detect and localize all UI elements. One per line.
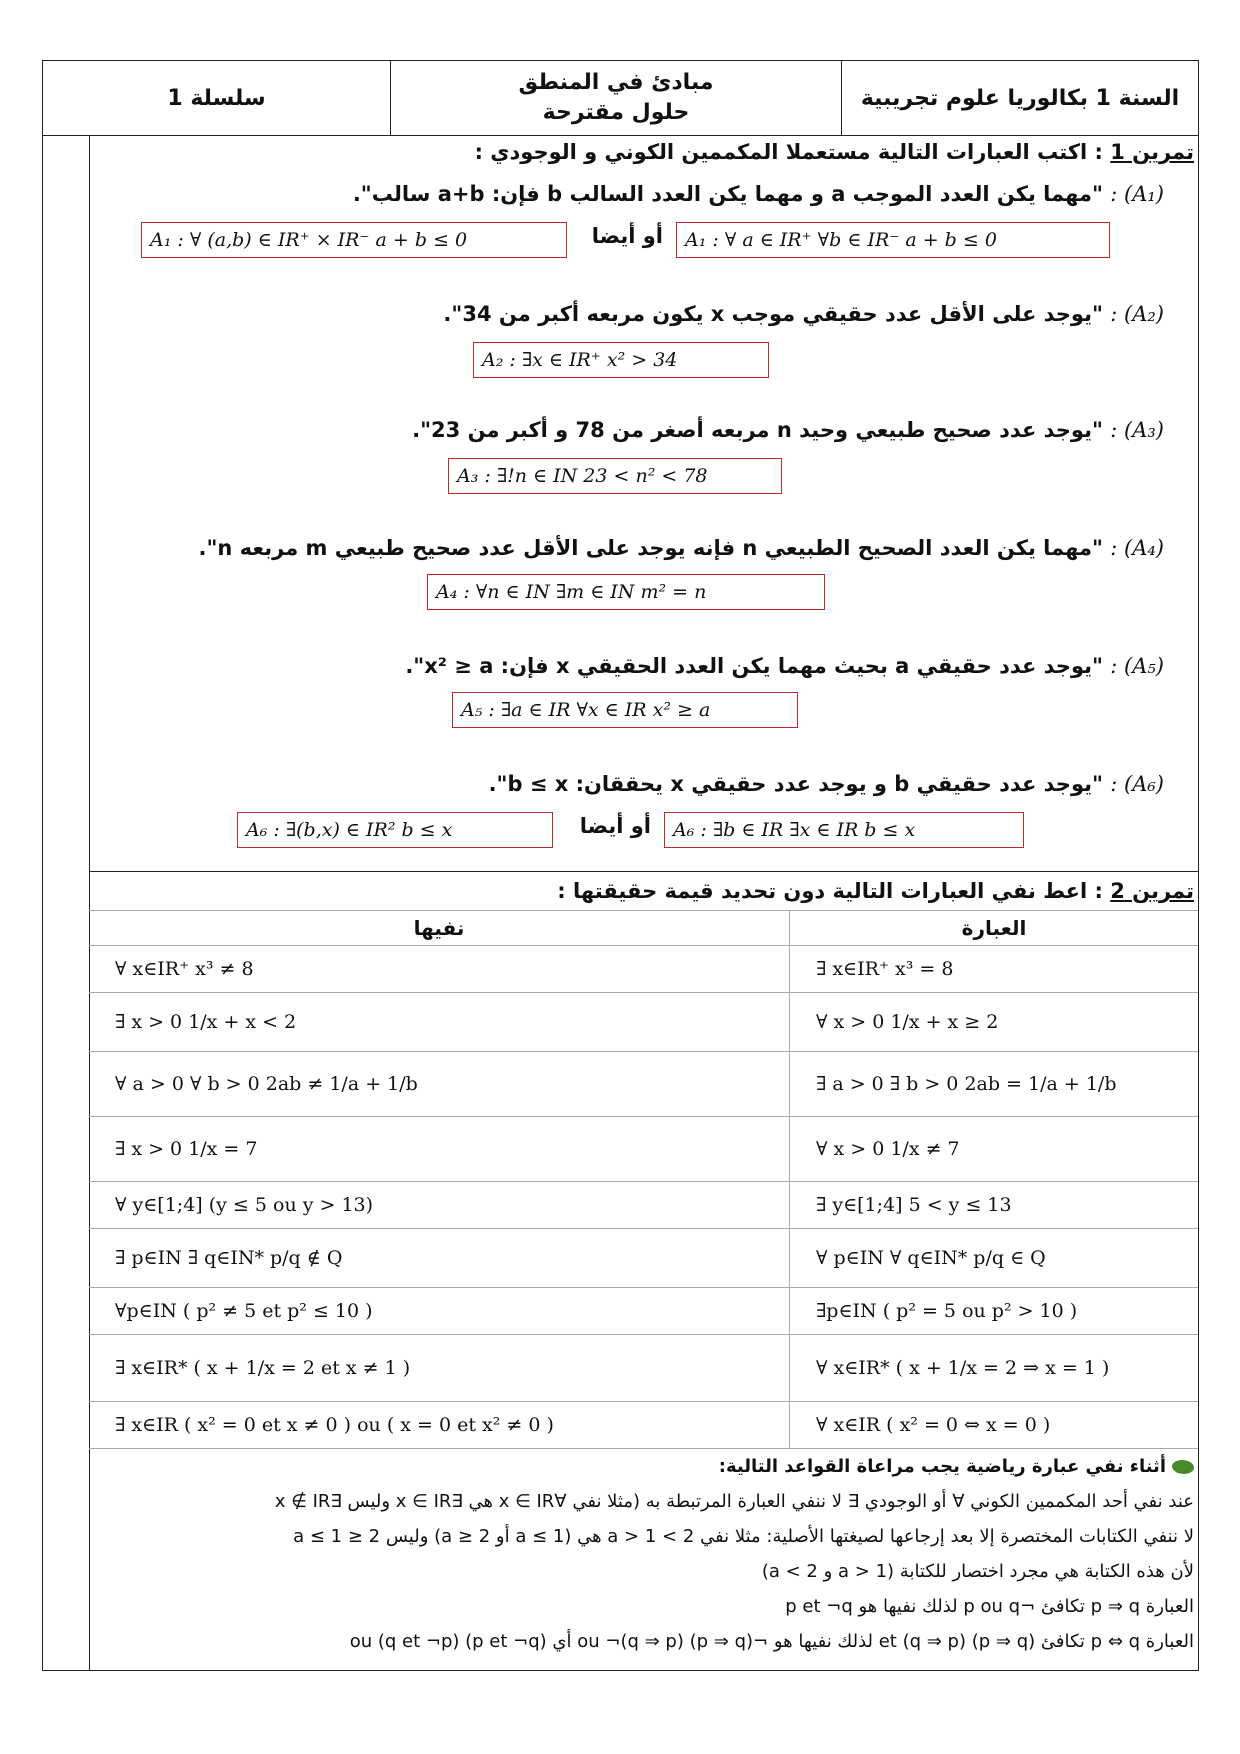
table-row (89, 1052, 1198, 1117)
answer-a6-alt: A₆ : ∃(b,x) ∈ IR² b ≤ x (237, 812, 553, 848)
note-line: لا ننفي الكتابات المختصرة إلا بعد إرجاعها لصيغتها الأصلية: مثلا نفي 2 > a > 1 هي (1 ≥ a أو a ≥ 2) وليس 2 ≤ a ≤ 1 (293, 1526, 1194, 1547)
leaf-icon (1172, 1460, 1194, 1474)
statement-cell: ∀ p∈IN ∀ q∈IN* p/q ∈ Q (790, 1229, 1199, 1288)
statement-a3: (A₃) : "يوجد عدد صحيح طبيعي وحيد n مربعه أصغر من 78 و أكبر من 23". (412, 418, 1164, 442)
or-label-a6: أو أيضا (579, 814, 651, 838)
subject-title (391, 61, 842, 135)
notes-heading: أثناء نفي عبارة رياضية يجب مراعاة القواعد التالية: (89, 1449, 1194, 1484)
answer-a5: A₅ : ∃a ∈ IR ∀x ∈ IR x² ≥ a (452, 692, 798, 728)
statement-cell: ∃ a > 0 ∃ b > 0 2ab = 1/a + 1/b (790, 1052, 1199, 1117)
negation-table (89, 910, 1198, 1448)
table-header (89, 911, 1198, 946)
negation-cell: ∃ x∈IR ( x² = 0 et x ≠ 0 ) ou ( x = 0 et x² ≠ 0 ) (89, 1402, 790, 1449)
negation-cell: ∃ x > 0 1/x + x < 2 (89, 993, 790, 1052)
negation-cell: ∀p∈IN ( p² ≠ 5 et p² ≤ 10 ) (89, 1288, 790, 1335)
exercise-2-title: تمرين 2 : اعط نفي العبارات التالية دون تحديد قيمة حقيقتها : (557, 879, 1194, 903)
answer-a3: A₃ : ∃!n ∈ IN 23 < n² < 78 (448, 458, 782, 494)
exercise-1 (89, 136, 1198, 872)
table-row (89, 1117, 1198, 1182)
note-line: لأن هذه الكتابة هي مجرد اختصار للكتابة (a > 1 و a < 2) (761, 1561, 1194, 1582)
answer-a1: A₁ : ∀ a ∈ IR⁺ ∀b ∈ IR⁻ a + b ≤ 0 (676, 222, 1110, 258)
negation-cell: ∃ x > 0 1/x = 7 (89, 1117, 790, 1182)
statement-cell: ∀ x > 0 1/x + x ≥ 2 (790, 993, 1199, 1052)
statement-cell: ∃p∈IN ( p² = 5 ou p² > 10 ) (790, 1288, 1199, 1335)
statement-a1: (A₁) : "مهما يكن العدد الموجب a و مهما يكن العدد السالب b فإن: a+b سالب". (352, 182, 1164, 206)
subject-line-2: حلول مقترحة (542, 100, 690, 125)
header-negation: نفيها (89, 911, 790, 946)
note-line: العبارة p ⇒ q تكافئ ¬p ou q لذلك نفيها هو p et ¬q (785, 1596, 1194, 1617)
answer-a6: A₆ : ∃b ∈ IR ∃x ∈ IR b ≤ x (664, 812, 1024, 848)
negation-cell: ∀ a > 0 ∀ b > 0 2ab ≠ 1/a + 1/b (89, 1052, 790, 1117)
table-row (89, 993, 1198, 1052)
statement-cell: ∀ x∈IR* ( x + 1/x = 2 ⇒ x = 1 ) (790, 1335, 1199, 1402)
table-row (89, 1335, 1198, 1402)
header-statement: العبارة (790, 911, 1199, 946)
statement-cell: ∀ x∈IR ( x² = 0 ⇔ x = 0 ) (790, 1402, 1199, 1449)
level-label: السنة 1 بكالوريا علوم تجريبية (860, 85, 1180, 111)
answer-a4: A₄ : ∀n ∈ IN ∃m ∈ IN m² = n (427, 574, 825, 610)
table-row (89, 946, 1198, 993)
statement-a2: (A₂) : "يوجد على الأقل عدد حقيقي موجب x يكون مربعه أكبر من 34". (443, 302, 1164, 326)
table-row (89, 1402, 1198, 1449)
answer-a1-alt: A₁ : ∀ (a,b) ∈ IR⁺ × IR⁻ a + b ≤ 0 (141, 222, 567, 258)
table-row (89, 1288, 1198, 1335)
header (42, 60, 1199, 136)
table-row (89, 1229, 1198, 1288)
margin-column (43, 136, 90, 1670)
statement-cell: ∀ x > 0 1/x ≠ 7 (790, 1117, 1199, 1182)
or-label-a1: أو أيضا (591, 224, 663, 248)
table-row (89, 1182, 1198, 1229)
statement-cell: ∃ y∈[1;4] 5 < y ≤ 13 (790, 1182, 1199, 1229)
answer-a2: A₂ : ∃x ∈ IR⁺ x² > 34 (473, 342, 769, 378)
negation-cell: ∀ y∈[1;4] (y ≤ 5 ou y > 13) (89, 1182, 790, 1229)
statement-a5: (A₅) : "يوجد عدد حقيقي a بحيث مهما يكن العدد الحقيقي x فإن: x² ≥ a". (405, 654, 1164, 678)
content (89, 136, 1198, 1670)
statement-a6: (A₆) : "يوجد عدد حقيقي b و يوجد عدد حقيقي x يحققان: b ≤ x". (488, 772, 1164, 796)
negation-cell: ∃ x∈IR* ( x + 1/x = 2 et x ≠ 1 ) (89, 1335, 790, 1402)
body (42, 136, 1199, 1671)
note-line: عند نفي أحد المكممين الكوني ∀ أو الوجودي ∃ لا ننفي العبارة المرتبطة به (مثلا نفي ∀x ∈ IR هي ∃x ∈ IR وليس ∃x ∉ IR (274, 1491, 1194, 1512)
series-label: سلسلة 1 (43, 61, 391, 135)
statement-a4: (A₄) : "مهما يكن العدد الصحيح الطبيعي n فإنه يوجد على الأقل عدد صحيح طبيعي m مربعه n". (198, 536, 1164, 560)
negation-cell: ∀ x∈IR⁺ x³ ≠ 8 (89, 946, 790, 993)
worksheet (42, 60, 1199, 1671)
exercise-1-title: تمرين 1 : اكتب العبارات التالية مستعملا المكممين الكوني و الوجودي : (474, 140, 1194, 164)
statement-cell: ∃ x∈IR⁺ x³ = 8 (790, 946, 1199, 993)
note-line: العبارة p ⇔ q تكافئ (p ⇒ q) et (q ⇒ p) لذلك نفيها هو ¬(p ⇒ q) ou ¬(q ⇒ p) أي (p et ¬q) ou (q et ¬p) (349, 1631, 1194, 1652)
negation-cell: ∃ p∈IN ∃ q∈IN* p/q ∉ Q (89, 1229, 790, 1288)
subject-line-1: مبادئ في المنطق (518, 70, 714, 95)
rules-notes (89, 1448, 1198, 1659)
